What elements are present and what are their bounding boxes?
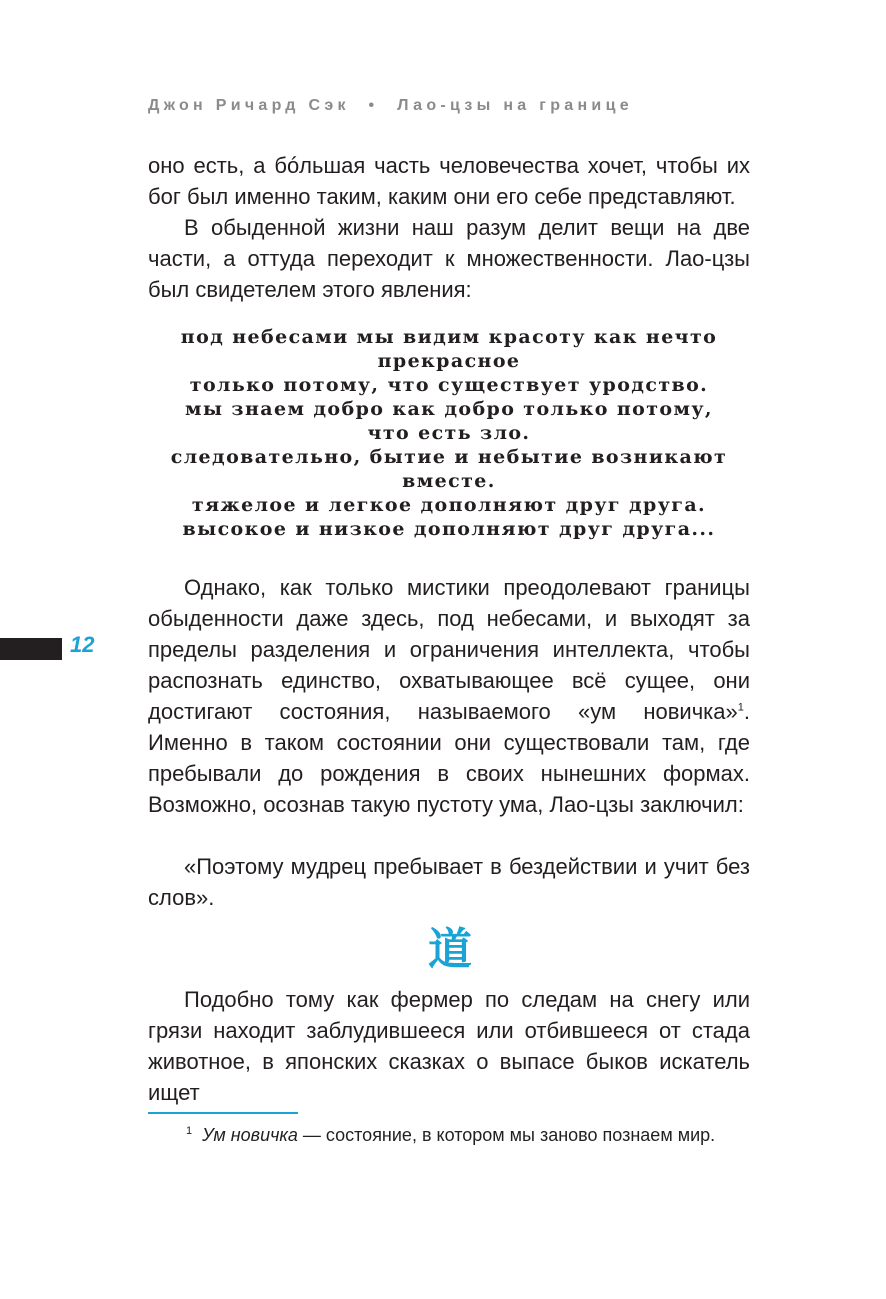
footnote-term: Ум новичка — [202, 1125, 298, 1145]
poem-line-3: мы знаем добро как добро только потому, — [185, 398, 713, 420]
paragraph-4: «Поэтому мудрец пребывает в бездействии и учит без слов». — [148, 854, 750, 910]
poem-line-7: высокое и низкое дополняют друг друга... — [182, 518, 716, 540]
footnote-text: — состояние, в котором мы заново познаем мир. — [297, 1125, 716, 1145]
header-separator: • — [368, 97, 379, 114]
poem-line-1: под небесами мы видим красоту как нечто прекрасное — [180, 326, 718, 372]
text-block-top — [148, 150, 750, 305]
paragraph-3-part-2: . Именно в таком состоянии они существовали там, где пребывали до рождения в своих нынешних формах. Возможно, осознав такую пустоту ума, Лао-цзы заключил: — [148, 699, 750, 817]
footnote-reference: 1 — [737, 701, 744, 714]
text-block-bottom — [148, 984, 750, 1108]
running-head — [148, 97, 768, 115]
poem-line-4: что есть зло. — [367, 422, 531, 444]
footnote — [186, 1122, 786, 1148]
footnote-rule — [148, 1112, 298, 1114]
poem-line-5: следовательно, бытие и небытие возникают вместе. — [170, 446, 728, 492]
poem-line-2: только потому, что существует уродство. — [189, 374, 709, 396]
paragraph-3 — [148, 572, 750, 820]
paragraph-5: Подобно тому как фермер по следам на снегу или грязи находит заблудившееся или отбившееся от стада животное, в японских сказках о выпасе быков искатель ищет — [148, 987, 750, 1105]
page-number: 12 — [70, 632, 95, 657]
text-block-middle — [148, 572, 750, 913]
paragraph-3-part-1: Однако, как только мистики преодолевают границы обыденности даже здесь, под небесами, и выходят за пределы разделения и ограничения интеллекта, чтобы распознать единство, охватывающее всё сущее, они достигают состояния, называемого «ум новичка» — [148, 575, 750, 724]
header-author: Джон Ричард Сэк — [148, 97, 350, 114]
poem-line-6: тяжелое и легкое дополняют друг друга. — [191, 494, 707, 516]
page-edge-tab — [0, 638, 62, 660]
paragraph-1: оно есть, а бóльшая часть человечества хочет, чтобы их бог был именно таким, каким они его себе представляют. — [148, 153, 750, 209]
header-book-title: Лао-цзы на границе — [397, 97, 633, 114]
poem-quote — [148, 325, 750, 541]
paragraph-2: В обыденной жизни наш разум делит вещи на две части, а оттуда переходит к множественности. Лао-цзы был свидетелем этого явления: — [148, 215, 750, 302]
dao-ornament: 道 — [428, 924, 472, 975]
footnote-mark: 1 — [186, 1125, 193, 1137]
